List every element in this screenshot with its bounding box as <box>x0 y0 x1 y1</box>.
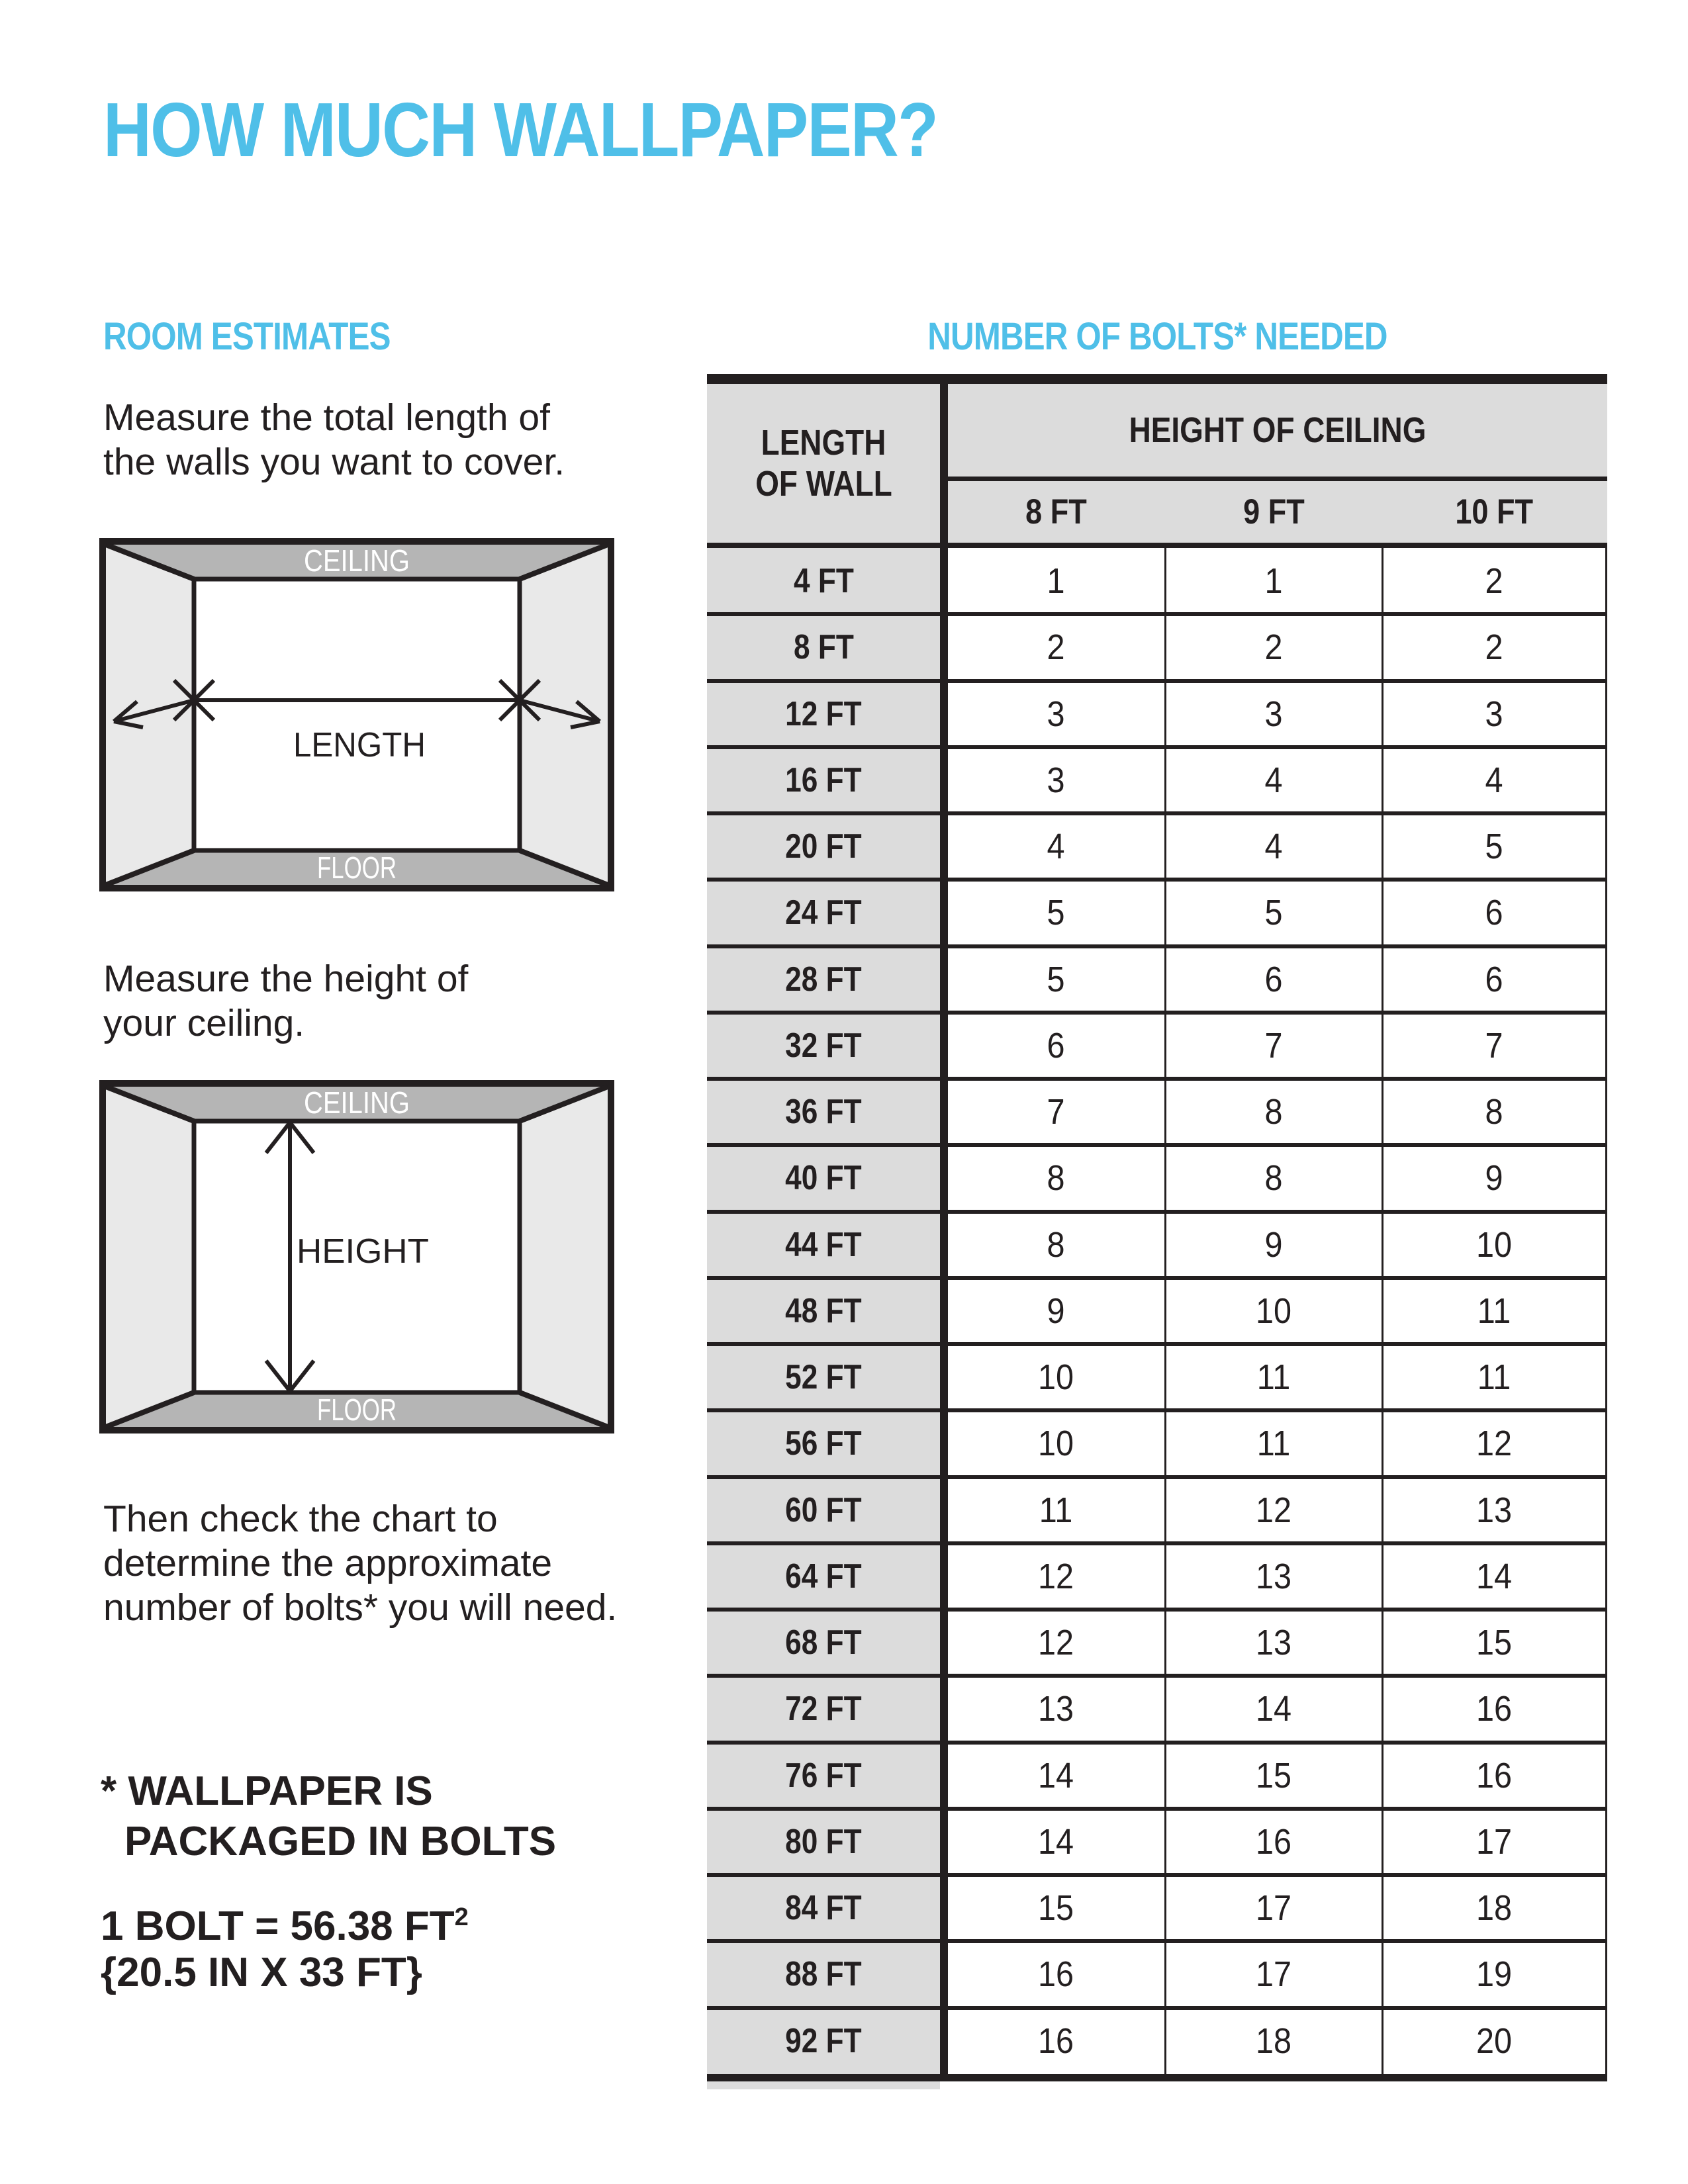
cell-value: 5 <box>1485 827 1504 867</box>
subheader-8ft <box>948 481 1164 543</box>
cell-value: 11 <box>1257 1357 1291 1398</box>
paragraph-measure-length <box>103 396 565 484</box>
cell-value: 11 <box>1477 1357 1511 1398</box>
table-row <box>707 1344 1607 1411</box>
cell-value: 4 <box>1264 760 1284 800</box>
cell-value: 14 <box>1038 1821 1074 1862</box>
cell-value: 9 <box>1047 1291 1066 1331</box>
cell-value: 6 <box>1485 959 1504 999</box>
header-text: 9 FT <box>1243 492 1305 531</box>
header-text: LENGTH <box>761 423 886 463</box>
table-row <box>707 1410 1607 1477</box>
wallpaper-note-line1 <box>101 1768 433 1814</box>
cell-value: 12 <box>1038 1623 1074 1663</box>
paragraph-line: number of bolts* you will need. <box>103 1586 618 1629</box>
cell-value: 15 <box>1038 1888 1074 1929</box>
row-label: 12 FT <box>785 694 862 733</box>
cell-value: 2 <box>1485 627 1504 668</box>
row-label: 8 FT <box>793 628 854 667</box>
length-label: LENGTH <box>293 726 426 764</box>
table-top-rule <box>707 374 1607 384</box>
cell-value: 3 <box>1264 694 1284 734</box>
column-divider-thin <box>1382 548 1383 2074</box>
floor-label: FLOOR <box>317 850 397 885</box>
row-label: 64 FT <box>785 1557 862 1596</box>
cell-value: 8 <box>1264 1092 1284 1132</box>
note-text: {20.5 IN X 33 FT} <box>101 1950 422 1995</box>
bolts-needed-heading <box>707 315 1607 358</box>
cell-value: 17 <box>1476 1821 1513 1862</box>
cell-value: 9 <box>1264 1224 1284 1265</box>
cell-value: 11 <box>1257 1424 1291 1464</box>
height-label: HEIGHT <box>297 1232 429 1271</box>
paragraph-line: Measure the height of <box>103 958 469 1000</box>
note-text: PACKAGED IN BOLTS <box>124 1819 557 1864</box>
cell-value: 14 <box>1256 1689 1292 1729</box>
table-row <box>707 2008 1607 2075</box>
row-label: 88 FT <box>785 1955 862 1994</box>
subheader-9ft <box>1166 481 1382 543</box>
header-text: 8 FT <box>1025 492 1087 531</box>
cell-value: 1 <box>1047 561 1066 601</box>
cell-value: 3 <box>1047 760 1066 800</box>
row-label: 40 FT <box>785 1159 862 1198</box>
floor-label: FLOOR <box>317 1392 397 1427</box>
cell-value: 6 <box>1485 893 1504 933</box>
cell-value: 17 <box>1256 1888 1292 1929</box>
table-row <box>707 747 1607 814</box>
row-label: 84 FT <box>785 1889 862 1928</box>
row-label: 60 FT <box>785 1490 862 1529</box>
cell-value: 4 <box>1047 827 1066 867</box>
cell-value: 6 <box>1047 1025 1066 1066</box>
room-estimates-heading-text: ROOM ESTIMATES <box>103 315 391 358</box>
cell-value: 18 <box>1476 1888 1513 1929</box>
row-label: 80 FT <box>785 1822 862 1861</box>
table-row <box>707 681 1607 748</box>
group-header-rule <box>948 477 1607 481</box>
cell-value: 16 <box>1476 1689 1513 1729</box>
cell-value: 5 <box>1047 959 1066 999</box>
cell-value: 2 <box>1264 627 1284 668</box>
cell-value: 8 <box>1264 1158 1284 1199</box>
table-row <box>707 1145 1607 1212</box>
cell-value: 2 <box>1485 561 1504 601</box>
cell-value: 16 <box>1256 1821 1292 1862</box>
row-label: 72 FT <box>785 1690 862 1729</box>
cell-value: 3 <box>1485 694 1504 734</box>
paragraph-line: Measure the total length of <box>103 396 550 439</box>
paragraph-line: determine the approximate <box>103 1542 553 1584</box>
row-label: 32 FT <box>785 1026 862 1065</box>
cell-value: 13 <box>1256 1623 1292 1663</box>
cell-value: 10 <box>1476 1224 1513 1265</box>
cell-value: 8 <box>1485 1092 1504 1132</box>
row-label: 76 FT <box>785 1756 862 1795</box>
cell-value: 8 <box>1047 1158 1066 1199</box>
page-title <box>103 87 1062 173</box>
cell-value: 10 <box>1256 1291 1292 1331</box>
bolt-size-line1 <box>101 1903 469 1949</box>
table-row <box>707 1941 1607 2008</box>
table-row <box>707 880 1607 946</box>
cell-value: 4 <box>1264 827 1284 867</box>
row-label: 52 FT <box>785 1358 862 1397</box>
cell-value: 16 <box>1038 1954 1074 1995</box>
subheader-rule <box>707 543 1607 548</box>
ceiling-label: CEILING <box>304 1085 410 1120</box>
cell-value: 7 <box>1047 1092 1066 1132</box>
cell-value: 5 <box>1264 893 1284 933</box>
header-text: OF WALL <box>755 464 892 504</box>
height-of-ceiling-header <box>948 384 1607 477</box>
back-wall <box>194 579 520 850</box>
table-row <box>707 1543 1607 1610</box>
row-label: 48 FT <box>785 1291 862 1330</box>
row-label: 56 FT <box>785 1424 862 1463</box>
cell-value: 2 <box>1047 627 1066 668</box>
paragraph-check-chart <box>103 1497 617 1630</box>
cell-value: 18 <box>1256 2021 1292 2061</box>
header-text: 10 FT <box>1455 492 1534 531</box>
cell-value: 12 <box>1476 1424 1513 1464</box>
cell-value: 7 <box>1485 1025 1504 1066</box>
cell-value: 7 <box>1264 1025 1284 1066</box>
header-text: HEIGHT OF CEILING <box>1129 410 1427 450</box>
cell-value: 13 <box>1476 1490 1513 1530</box>
cell-value: 10 <box>1038 1424 1074 1464</box>
row-label: 36 FT <box>785 1093 862 1132</box>
cell-value: 15 <box>1256 1755 1292 1796</box>
row-label: 24 FT <box>785 893 862 933</box>
cell-value: 13 <box>1256 1556 1292 1596</box>
room-diagram-height <box>99 1080 614 1433</box>
row-label: 20 FT <box>785 827 862 866</box>
cell-value: 13 <box>1038 1689 1074 1729</box>
note-text: 1 BOLT = 56.38 FT <box>101 1903 455 1949</box>
row-label: 28 FT <box>785 960 862 999</box>
column-divider-thick <box>940 374 948 2081</box>
row-label: 16 FT <box>785 760 862 799</box>
paragraph-measure-height <box>103 957 468 1046</box>
table-bottom-rule <box>707 2074 1607 2081</box>
cell-value: 8 <box>1047 1224 1066 1265</box>
table-row <box>707 1278 1607 1345</box>
cell-value: 1 <box>1264 561 1284 601</box>
paragraph-line: Then check the chart to <box>103 1498 498 1540</box>
row-label: 68 FT <box>785 1623 862 1662</box>
paragraph-line: your ceiling. <box>103 1002 305 1044</box>
cell-value: 11 <box>1039 1490 1073 1530</box>
page-title-text: HOW MUCH WALLPAPER? <box>103 87 938 173</box>
row-label: 92 FT <box>785 2021 862 2060</box>
cell-value: 16 <box>1476 1755 1513 1796</box>
cell-value: 4 <box>1485 760 1504 800</box>
cell-value: 5 <box>1047 893 1066 933</box>
table-row <box>707 1212 1607 1279</box>
cell-value: 17 <box>1256 1954 1292 1995</box>
table-row <box>707 1013 1607 1079</box>
table-row <box>707 1875 1607 1942</box>
superscript-2: 2 <box>454 1903 469 1931</box>
wallpaper-note-line2 <box>124 1821 556 1862</box>
table-row <box>707 1079 1607 1146</box>
bolts-table <box>707 374 1607 2089</box>
length-of-wall-header <box>707 384 940 543</box>
paragraph-line: the walls you want to cover. <box>103 441 565 483</box>
bolt-size-line2 <box>101 1952 422 1993</box>
table-row <box>707 1743 1607 1809</box>
cell-value: 12 <box>1256 1490 1292 1530</box>
cell-value: 19 <box>1476 1954 1513 1995</box>
bolts-needed-heading-text: NUMBER OF BOLTS* NEEDED <box>927 315 1387 358</box>
table-row <box>707 548 1607 615</box>
subheader-10ft <box>1383 481 1605 543</box>
cell-value: 3 <box>1047 694 1066 734</box>
cell-value: 20 <box>1476 2021 1513 2061</box>
room-estimates-heading <box>103 315 441 358</box>
cell-value: 12 <box>1038 1556 1074 1596</box>
table-row <box>707 1477 1607 1544</box>
cell-value: 14 <box>1476 1556 1513 1596</box>
cell-value: 10 <box>1038 1357 1074 1398</box>
ceiling-label: CEILING <box>304 543 410 578</box>
table-row <box>707 1610 1607 1676</box>
table-right-rule <box>1605 548 1607 2074</box>
cell-value: 11 <box>1477 1291 1511 1331</box>
row-label: 44 FT <box>785 1225 862 1264</box>
table-row <box>707 813 1607 880</box>
table-row <box>707 946 1607 1013</box>
cell-value: 15 <box>1476 1623 1513 1663</box>
cell-value: 6 <box>1264 959 1284 999</box>
cell-value: 9 <box>1485 1158 1504 1199</box>
row-label: 4 FT <box>793 562 854 600</box>
table-row <box>707 614 1607 681</box>
cell-value: 14 <box>1038 1755 1074 1796</box>
table-row <box>707 1809 1607 1876</box>
room-diagram-length <box>99 538 614 891</box>
column-divider-thin <box>1164 548 1166 2074</box>
table-row <box>707 1676 1607 1743</box>
note-text: * WALLPAPER IS <box>101 1768 433 1814</box>
cell-value: 16 <box>1038 2021 1074 2061</box>
